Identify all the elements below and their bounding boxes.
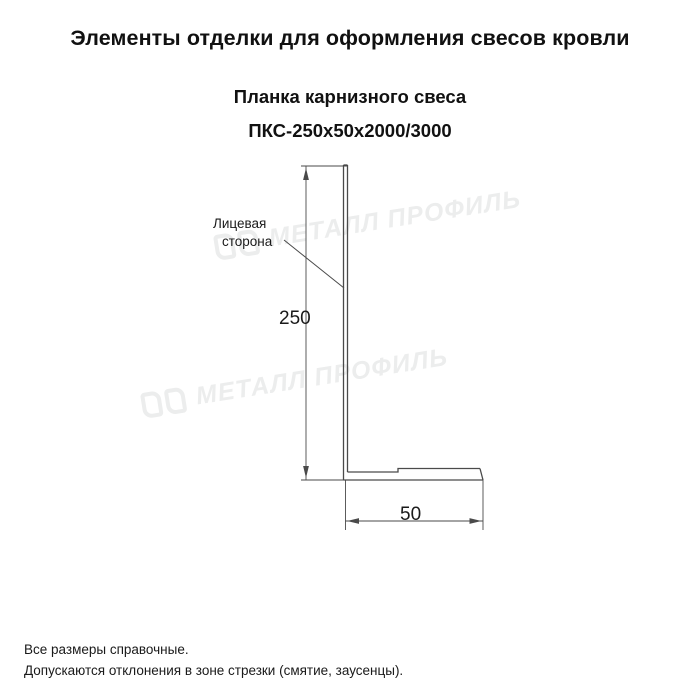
face-side-label-line1: Лицевая	[213, 216, 267, 231]
footer-note-1: Все размеры справочные.	[24, 642, 189, 658]
dimension-250-label: 250	[279, 308, 311, 329]
profile-outline	[344, 165, 484, 480]
footer-notes	[24, 640, 403, 682]
footer-note-2: Допускаются отклонения в зоне стрезки (смятие, заусенцы).	[24, 663, 404, 679]
page-title: Элементы отделки для оформления свесов кровли	[70, 26, 630, 50]
drawing-svg	[0, 150, 700, 580]
watermark-text: МЕТАЛЛ ПРОФИЛЬ	[193, 342, 450, 411]
dimension-50-label: 50	[400, 504, 422, 525]
face-leader-line	[284, 240, 344, 288]
technical-drawing	[0, 150, 700, 580]
face-side-label-line2: сторона	[222, 234, 273, 249]
watermark-text: МЕТАЛЛ ПРОФИЛЬ	[266, 184, 523, 253]
product-code: ПКС-250x50x2000/3000	[248, 120, 452, 141]
product-name: Планка карнизного свеса	[233, 86, 467, 107]
